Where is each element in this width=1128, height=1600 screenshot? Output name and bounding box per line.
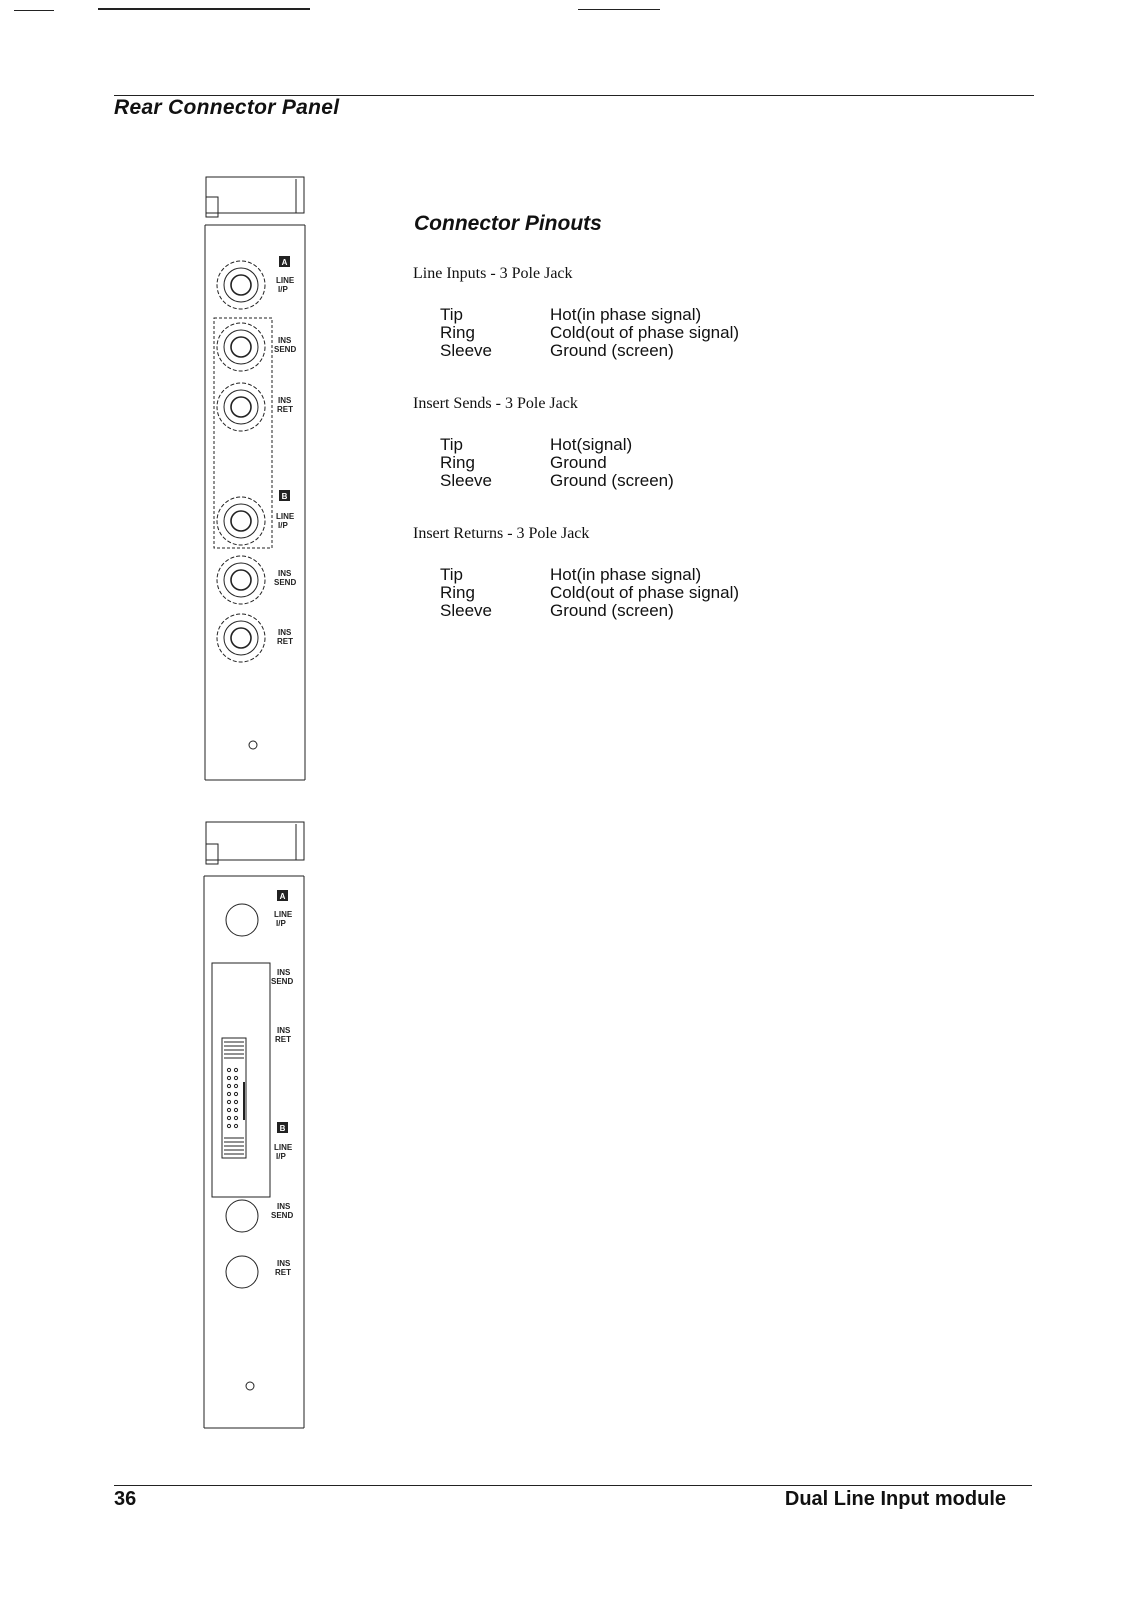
- pin-row: [440, 342, 860, 360]
- pin-name: Tip: [440, 305, 463, 324]
- label-b-send-2: SEND: [274, 578, 297, 587]
- label2-b-send-2: SEND: [271, 1211, 294, 1220]
- pin-description: Hot(in phase signal): [550, 305, 702, 324]
- label-b-line-2: I/P: [278, 521, 288, 530]
- pin-row: [440, 306, 860, 324]
- label2-b-line-1: LINE: [274, 1143, 293, 1152]
- label-a-send-1: INS: [278, 336, 292, 345]
- group-heading-insert-sends: Insert Sends - 3 Pole Jack: [413, 395, 578, 412]
- pin-row: [440, 472, 860, 490]
- multipin-connector: [222, 1038, 246, 1158]
- rear-panel-jacks: [200, 175, 315, 785]
- panel-screw-hole: [249, 741, 257, 749]
- pin-description: Ground (screen): [550, 601, 674, 620]
- label-a-send-2: SEND: [274, 345, 297, 354]
- pinouts-title: Connector Pinouts: [414, 212, 602, 235]
- group-heading-line-inputs: Line Inputs - 3 Pole Jack: [413, 265, 573, 282]
- pin-description: Hot(in phase signal): [550, 565, 702, 584]
- pin-row: [440, 602, 860, 620]
- badge-b: [279, 490, 290, 501]
- label-a-line-2: I/P: [278, 285, 288, 294]
- label-a-ret-1: INS: [278, 396, 292, 405]
- label2-a-ret-1: INS: [277, 1026, 291, 1035]
- pin-name: Tip: [440, 435, 463, 454]
- label2-a-send-1: INS: [277, 968, 291, 977]
- module-name: Dual Line Input module: [784, 1488, 1006, 1510]
- pin-row: [440, 454, 860, 472]
- svg-text:A: A: [281, 258, 288, 267]
- pin-description: Ground (screen): [550, 471, 674, 490]
- svg-text:A: A: [279, 892, 286, 901]
- label-b-ret-2: RET: [277, 637, 293, 646]
- pin-name: Tip: [440, 565, 463, 584]
- label2-b-ret-2: RET: [275, 1268, 291, 1277]
- label-b-line-1: LINE: [276, 512, 295, 521]
- hole-a-line-input: [226, 904, 258, 936]
- jack-a-insert-send: [217, 323, 265, 371]
- pin-name: Sleeve: [440, 601, 492, 620]
- label-b-send-1: INS: [278, 569, 292, 578]
- group-heading-insert-returns: Insert Returns - 3 Pole Jack: [413, 525, 590, 542]
- pin-row: [440, 566, 860, 584]
- rear-panel-multipin: [198, 820, 313, 1430]
- label2-a-line-2: I/P: [276, 919, 286, 928]
- label2-b-send-1: INS: [277, 1202, 291, 1211]
- pin-name: Ring: [440, 323, 475, 342]
- pin-row: [440, 324, 860, 342]
- pin-name: Ring: [440, 583, 475, 602]
- label-a-line-1: LINE: [276, 276, 295, 285]
- pin-description: Cold(out of phase signal): [550, 323, 740, 342]
- label2-b-ret-1: INS: [277, 1259, 291, 1268]
- hole-b-insert-return: [226, 1256, 258, 1288]
- page-number: 36: [114, 1488, 137, 1510]
- label2-a-send-2: SEND: [271, 977, 294, 986]
- pin-description: Ground (screen): [550, 341, 674, 360]
- svg-text:B: B: [281, 492, 288, 501]
- label2-b-line-2: I/P: [276, 1152, 286, 1161]
- jack-a-line-input: [217, 261, 265, 309]
- label-a-ret-2: RET: [277, 405, 293, 414]
- pin-name: Sleeve: [440, 341, 492, 360]
- badge-b-2: [277, 1122, 288, 1133]
- pin-description: Ground: [550, 453, 607, 472]
- jack-b-line-input: [217, 497, 265, 545]
- label2-a-ret-2: RET: [275, 1035, 291, 1044]
- panel-screw-hole-2: [246, 1382, 254, 1390]
- badge-a-2: [277, 890, 288, 901]
- jack-b-insert-return: [217, 614, 265, 662]
- section-title: Rear Connector Panel: [114, 96, 340, 119]
- badge-a: [279, 256, 290, 267]
- pin-description: Hot(signal): [550, 435, 633, 454]
- label2-a-line-1: LINE: [274, 910, 293, 919]
- top-rule-right: [578, 9, 660, 10]
- pin-description: Cold(out of phase signal): [550, 583, 740, 602]
- pin-row: [440, 584, 860, 602]
- pin-row: [440, 436, 860, 454]
- jack-b-insert-send: [217, 556, 265, 604]
- top-rule-left: [14, 10, 54, 11]
- pin-name: Ring: [440, 453, 475, 472]
- label-b-ret-1: INS: [278, 628, 292, 637]
- pin-name: Sleeve: [440, 471, 492, 490]
- hole-b-insert-send: [226, 1200, 258, 1232]
- jack-a-insert-return: [217, 383, 265, 431]
- svg-text:B: B: [279, 1124, 286, 1133]
- top-rule-center: [98, 8, 310, 10]
- footer-rule: [114, 1485, 1032, 1486]
